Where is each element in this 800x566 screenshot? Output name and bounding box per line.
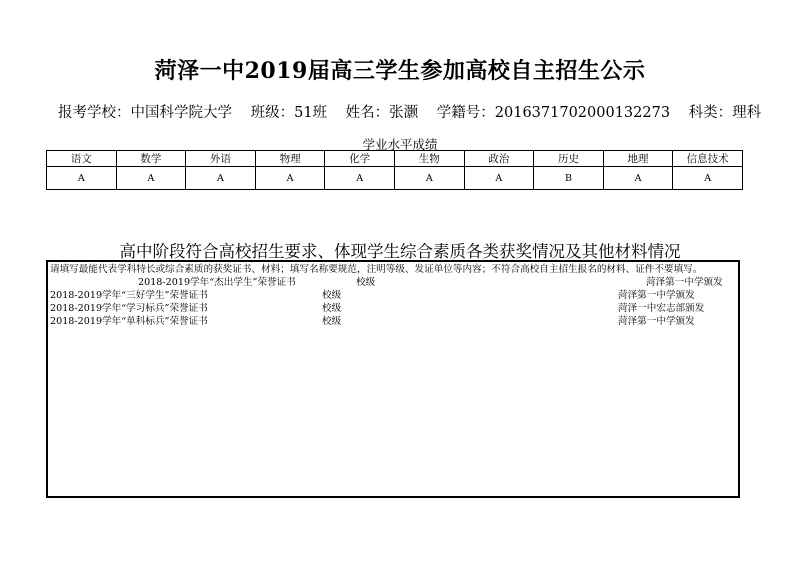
grade-cell: A	[186, 167, 256, 190]
application-school: 报考学校：中国科学院大学	[58, 105, 232, 121]
scores-caption: 学业水平成绩	[362, 137, 438, 152]
page-title: 菏泽一中2019届高三学生参加高校自主招生公示	[154, 58, 646, 84]
award-row	[50, 316, 736, 329]
award-issuer: 菏泽一中宏志部颁发	[618, 303, 705, 314]
award-row	[50, 290, 736, 303]
award-name: 2018-2019学年“杰出学生”荣誉证书	[138, 277, 296, 288]
grade-cell: A	[603, 167, 673, 190]
student-id: 学籍号：2016371702000132273	[436, 105, 671, 121]
grade-cell: A	[673, 167, 743, 190]
subject-track: 科类：理科	[688, 105, 762, 121]
award-level: 校级	[322, 303, 342, 314]
award-name: 2018-2019学年“单科标兵”荣誉证书	[50, 316, 208, 327]
subject-header: 物理	[255, 151, 325, 167]
award-level: 校级	[356, 277, 376, 288]
student-name: 姓名：张灏	[345, 105, 419, 121]
award-name: 2018-2019学年“三好学生”荣誉证书	[50, 290, 208, 301]
subjects-row	[47, 151, 743, 167]
subject-header: 信息技术	[673, 151, 743, 167]
grade-cell: A	[47, 167, 117, 190]
awards-box	[46, 260, 740, 498]
grade-cell: A	[464, 167, 534, 190]
award-issuer: 菏泽第一中学颁发	[618, 290, 695, 301]
award-row	[50, 303, 736, 316]
subject-header: 地理	[603, 151, 673, 167]
grade-cell: B	[534, 167, 604, 190]
grade-cell: A	[116, 167, 186, 190]
subject-header: 政治	[464, 151, 534, 167]
award-row	[50, 277, 736, 290]
scores-table	[46, 150, 743, 190]
award-level: 校级	[322, 290, 342, 301]
grade-cell: A	[255, 167, 325, 190]
subject-header: 语文	[47, 151, 117, 167]
grades-row	[47, 167, 743, 190]
award-name: 2018-2019学年“学习标兵”荣誉证书	[50, 303, 208, 314]
award-level: 校级	[322, 316, 342, 327]
awards-instructions: 请填写最能代表学科特长或综合素质的获奖证书、材料；填写名称要规范，注明等级、发证单位等内容；不符合高校自主招生报名的材料、证件不要填写。	[50, 264, 703, 275]
class-number: 班级：51班	[250, 105, 328, 121]
grade-cell: A	[325, 167, 395, 190]
subject-header: 数学	[116, 151, 186, 167]
grade-cell: A	[394, 167, 464, 190]
subject-header: 生物	[394, 151, 464, 167]
subject-header: 化学	[325, 151, 395, 167]
award-issuer: 菏泽第一中学颁发	[646, 277, 723, 288]
student-info-line	[58, 101, 775, 122]
award-issuer: 菏泽第一中学颁发	[618, 316, 695, 327]
awards-section-title: 高中阶段符合高校招生要求、体现学生综合素质各类获奖情况及其他材料情况	[119, 242, 681, 261]
subject-header: 历史	[534, 151, 604, 167]
subject-header: 外语	[186, 151, 256, 167]
